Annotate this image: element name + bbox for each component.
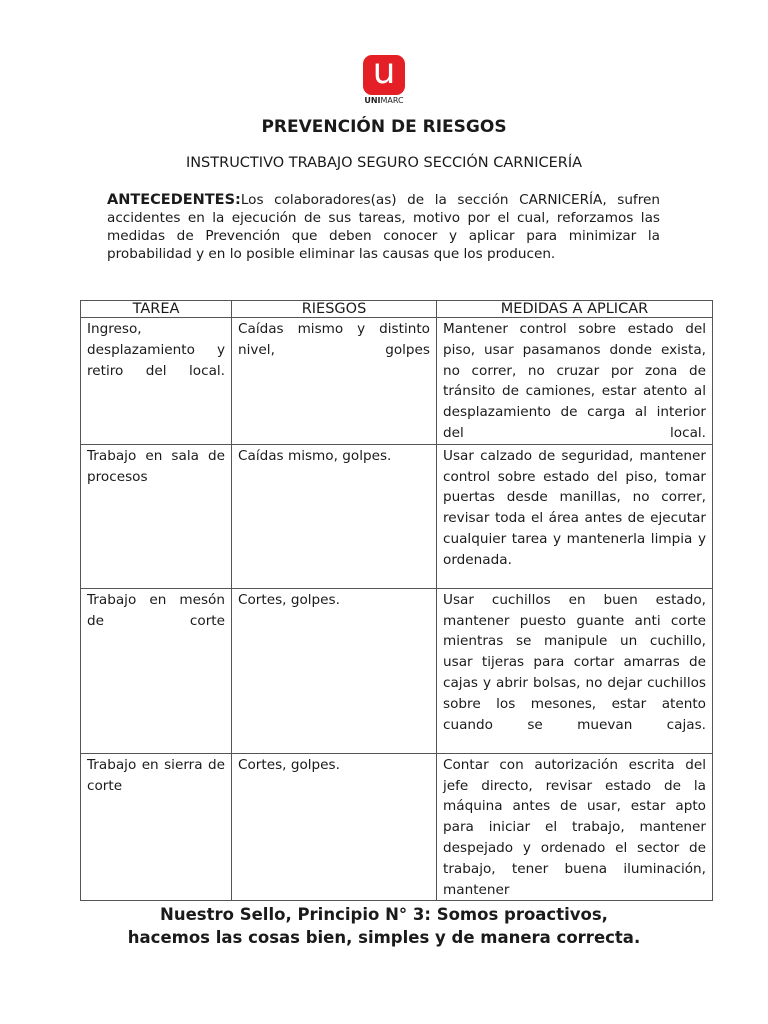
header-risks: RIESGOS (232, 301, 437, 318)
task-cell: Trabajo en mesón de corte (81, 588, 232, 753)
measures-cell: Usar calzado de seguridad, mantener control sobre estado del piso, tomar puertas desde manillas, no correr, revisar toda el área antes de ejecutar cualquier tarea y mantenerla limpia y ordenada. (437, 444, 713, 588)
header-measures: MEDIDAS A APLICAR (437, 301, 713, 318)
task-cell: Ingreso, desplazamiento y retiro del local. (81, 318, 232, 445)
table-header-row (81, 301, 713, 318)
table-row (81, 444, 713, 588)
task-cell: Trabajo en sala de procesos (81, 444, 232, 588)
document-subtitle: INSTRUCTIVO TRABAJO SEGURO SECCIÓN CARNICERÍA (185, 155, 583, 171)
risks-cell: Cortes, golpes. (232, 753, 437, 901)
footer-motto (0, 903, 768, 949)
intro-text: Los colaboradores(as) de la sección CARNICERÍA, sufren accidentes en la ejecución de sus tareas, motivo por el cual, reforzamos las medidas de Prevención que deben conocer y aplicar para minimizar la probabilidad y en lo posible eliminar las causas que los producen. (107, 192, 660, 262)
logo-wordmark (361, 96, 407, 106)
measures-cell: Contar con autorización escrita del jefe directo, revisar estado de la máquina antes de usar, estar apto para iniciar el trabajo, mantener despejado y ordenado el sector de trabajo, tener buena iluminación, mantener (437, 753, 713, 901)
unimarc-logo (361, 51, 407, 107)
intro-lead: ANTECEDENTES: (107, 192, 241, 208)
document-title: PREVENCIÓN DE RIESGOS (261, 117, 507, 137)
measures-cell: Usar cuchillos en buen estado, mantener puesto guante anti corte mientras se manipule un cuchillo, usar tijeras para cortar amarras de cajas y abrir bolsas, no dejar cuchillos sobre los mesones, estar atento cuando se muevan cajas. (437, 588, 713, 753)
intro-paragraph (107, 191, 660, 263)
risk-table (80, 300, 713, 901)
logo-brand-bold: UNI (364, 96, 381, 105)
logo-glyph: u (372, 51, 396, 92)
logo-brand-light: MARC (380, 96, 404, 105)
table-row (81, 318, 713, 445)
risks-cell: Caídas mismo y distinto nivel, golpes (232, 318, 437, 445)
footer-line-2: hacemos las cosas bien, simples y de manera correcta. (127, 928, 641, 947)
task-cell: Trabajo en sierra de corte (81, 753, 232, 901)
header-task: TAREA (81, 301, 232, 318)
risks-cell: Cortes, golpes. (232, 588, 437, 753)
table-row (81, 753, 713, 901)
measures-cell: Mantener control sobre estado del piso, usar pasamanos donde exista, no correr, no cruzar por zona de tránsito de camiones, estar atento al desplazamiento de carga al interior del local. (437, 318, 713, 445)
risks-cell: Caídas mismo, golpes. (232, 444, 437, 588)
table-row (81, 588, 713, 753)
footer-line-1: Nuestro Sello, Principio N° 3: Somos proactivos, (160, 905, 608, 924)
logo-tile (363, 51, 405, 95)
